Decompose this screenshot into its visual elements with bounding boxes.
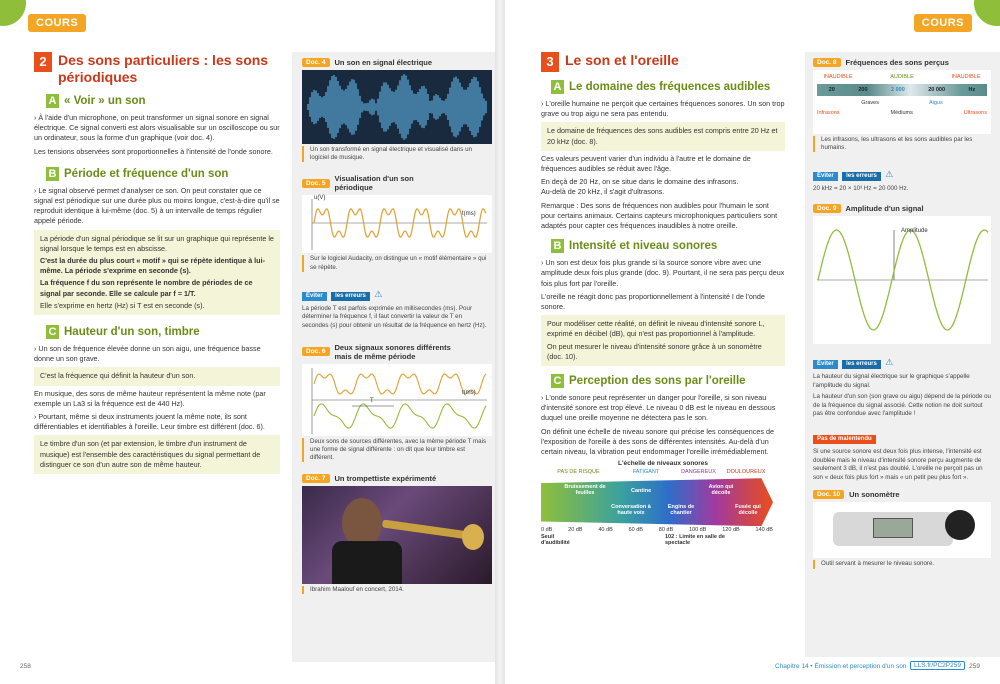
- doc-tag: Doc. 8: [813, 58, 841, 67]
- sub-title: Période et fréquence d'un son: [64, 167, 229, 180]
- paragraph: › L'onde sonore peut représenter un danger pour l'oreille, si son niveau d'intensité sonore est trop élevé. Le niveau 0 dB est le niveau en dessous duquel une oreille moyenne ne détectera pas le son.: [541, 393, 776, 423]
- section-title: Des sons particuliers : les sons périodiques: [58, 52, 269, 85]
- doc-tag: Doc. 4: [302, 58, 330, 67]
- cours-tab: COURS: [28, 14, 86, 32]
- axis-label: u(V): [314, 195, 326, 202]
- scale-label: Cantine: [631, 488, 652, 495]
- box-text: On peut mesurer le niveau d'intensité sonore grâce à un sonomètre (doc. 10).: [547, 341, 762, 361]
- doc-caption: Les infrasons, les ultrasons et les sons audibles par les humains.: [813, 136, 992, 152]
- scale-note: 102 : Limite en salle de spectacle: [665, 534, 725, 547]
- freq-band: Infrasons: [817, 110, 840, 116]
- doc-title: Un son en signal électrique: [334, 58, 433, 67]
- scale-label: Bruissement de feuilles: [564, 484, 606, 497]
- sub-letter: A: [551, 80, 564, 94]
- freq-bar: [817, 84, 987, 96]
- paragraph: En deçà de 20 Hz, on se situe dans le domaine des infrasons.: [541, 177, 739, 187]
- box-text: C'est la durée du plus court « motif » qui se répète identique à lui-même. La période s'exprime en seconde (s).: [40, 256, 265, 276]
- definition-box: [541, 315, 785, 366]
- malentendu-badge: Pas de malentendu: [813, 435, 876, 444]
- definition-box: Le timbre d'un son (et par extension, le timbre d'un instrument de musique) est l'ensemble des caractéristiques du signal permettant de distinguer ce son d'un autre son de même hauteur.: [34, 435, 280, 474]
- axis-label: t(ms): [462, 389, 476, 396]
- doc-tag: Doc. 9: [813, 204, 841, 213]
- freq-zone: INAUDIBLE: [951, 74, 981, 80]
- doc-title: Un sonomètre: [849, 490, 900, 500]
- warning-icon: ⚠: [374, 288, 383, 299]
- box-text: Elle s'exprime en hertz (Hz) si T est en seconde (s).: [40, 300, 205, 310]
- warning-icon: ⚠: [885, 169, 894, 180]
- two-signals-graph: [302, 364, 492, 436]
- book-gutter: [495, 0, 505, 684]
- paragraph: › Un son de fréquence élevée donne un son aigu, une fréquence basse donne un son grave.: [34, 344, 261, 364]
- doc-title: Deux signaux sonores différents mais de même période: [334, 342, 451, 361]
- sub-letter: B: [551, 239, 564, 253]
- freq-band: Ultrasons: [963, 110, 987, 116]
- sub-title: Perception des sons par l'oreille: [569, 375, 746, 388]
- doc-caption: Un son transformé en signal électrique et visualisé dans un logiciel de musique.: [302, 146, 487, 162]
- paragraph: Les tensions observées sont proportionnelles à l'intensité de l'onde sonore.: [34, 146, 273, 156]
- malentendu-text: Si une source sonore est deux fois plus intense, l'intensité est doublée mais le niveau d'intensité sonore perçu augmente de seulement 3 dB, il n'est pas doublé. L'oreille ne perçoit pas un son « deux fois plus fort » mais « un petit peu plus fort ».: [813, 447, 983, 481]
- scale-label: Conversation à haute voix: [611, 504, 651, 517]
- scale-title: L'échelle de niveaux sonores: [617, 460, 709, 468]
- freq-band: Médiums: [890, 110, 913, 116]
- box-text: La fréquence f du son représente le nombre de périodes de ce signal par seconde. Elle se calcule par f = 1/T.: [40, 278, 253, 298]
- scale-tick: 80 dB: [658, 527, 674, 534]
- periodic-signal-graph: [302, 195, 492, 253]
- scale-tick: 140 dB: [755, 527, 773, 534]
- definition-box: C'est la fréquence qui définit la hauteur d'un son.: [34, 367, 280, 385]
- right-page: [505, 0, 1000, 684]
- sonometer-photo: [813, 502, 991, 558]
- waveform-image: [302, 70, 492, 144]
- scale-zone: FATIGANT: [632, 469, 660, 476]
- doc-caption: Deux sons de sources différentes, avec la même période T mais une forme de signal différente : on dit que leur timbre est différent.: [302, 438, 487, 463]
- doc-title: Visualisation d'un son périodique: [334, 174, 414, 193]
- box-text: Pour modéliser cette réalité, on définit le niveau d'intensité sonore L, exprimé en décibel (dB), qui n'est pas proportionnel à l'amplitude.: [547, 319, 765, 339]
- eviter-badge: Éviter: [302, 292, 327, 301]
- amplitude-graph: [813, 216, 991, 344]
- paragraph: On définit une échelle de niveau sonore qui précise les conséquences de l'exposition de l'oreille à des sons de différentes intensités. Au-delà d'un certain niveau, la vibration peut endommager l'oreille irrémédiablement.: [541, 426, 774, 457]
- section-title: Le son et l'oreille: [565, 52, 679, 68]
- doc-title: Amplitude d'un signal: [845, 204, 924, 213]
- paragraph: Au-delà de 20 kHz, il s'agit d'ultrasons.: [541, 187, 665, 197]
- scale-tick: 60 dB: [628, 527, 643, 534]
- scale-label: Engins de chantier: [667, 504, 695, 517]
- freq-zone: AUDIBLE: [890, 74, 914, 80]
- chapter-footer: Chapitre 14 • Émission et perception d'un son: [775, 663, 907, 670]
- doc-tag: Doc. 5: [302, 179, 330, 188]
- right-main-column: [541, 52, 785, 560]
- freq-value: 200: [858, 87, 868, 93]
- left-side-column: [292, 52, 495, 662]
- paragraph: › Pourtant, même si deux instruments jouent la même note, ils sont différentiables et identifiables à l'oreille. Leur timbre est différent (doc. 6).: [34, 412, 265, 432]
- frequency-diagram: [813, 70, 991, 134]
- paragraph: › À l'aide d'un microphone, on peut transformer un signal sonore en signal électrique. Ce signal converti est alors visualisable sur un oscilloscope ou sur un ordinateur, sous la forme d'un graphique (voir doc. 4).: [34, 113, 280, 143]
- sub-letter: B: [46, 167, 59, 181]
- freq-value: 20 000: [928, 87, 946, 93]
- doc-title: Fréquences des sons perçus: [845, 58, 949, 67]
- left-page: [0, 0, 495, 684]
- freq-value: 20: [828, 87, 835, 93]
- sub-title: Intensité et niveau sonores: [569, 240, 718, 253]
- corner-decoration: [974, 0, 1000, 26]
- trumpeter-photo: [302, 486, 492, 584]
- box-text: La période d'un signal périodique se lit sur un graphique qui représente le signal lorsque le temps est en abscisse.: [40, 233, 274, 253]
- freq-aigus: Aigus: [928, 100, 943, 106]
- doc-caption: Sur le logiciel Audacity, on distingue un « motif élémentaire » qui se répète.: [302, 255, 487, 271]
- definition-box: Le domaine de fréquences des sons audibles est compris entre 20 Hz et 20 kHz (doc. 8).: [541, 122, 785, 150]
- eviter-badge: Éviter: [813, 172, 838, 181]
- doc-title: Un trompettiste expérimenté: [334, 474, 437, 484]
- sub-title: Hauteur d'un son, timbre: [64, 326, 200, 339]
- scale-label: Avion qui décolle: [708, 484, 734, 497]
- eviter-badge: les erreurs: [331, 292, 370, 301]
- scale-tick: 20 dB: [568, 527, 583, 534]
- eviter-text: La hauteur d'un son (son grave ou aigu) dépend de la période ou de la fréquence du signal associé. Cette notion ne doit surtout pas être confondue avec l'amplitude !: [813, 393, 992, 418]
- scale-tick: 120 dB: [722, 527, 740, 534]
- doc-tag: Doc. 10: [813, 490, 844, 499]
- freq-zone: INAUDIBLE: [823, 74, 853, 80]
- scale-note: Seuil d'audibilité: [541, 534, 570, 547]
- scale-zone: DOULOUREUX: [726, 469, 766, 476]
- freq-graves: Graves: [861, 100, 879, 106]
- sub-letter: C: [551, 374, 564, 388]
- scale-ticks: [541, 527, 773, 533]
- sub-title: « Voir » un son: [64, 95, 146, 107]
- section-number: 3: [541, 52, 559, 72]
- paragraph: Remarque : Des sons de fréquences non audibles pour l'humain le sont pour certains animaux. Certains capteurs microphoniques particuliers sont adaptés pour capter ces fréquences inaudibles à notre oreille.: [541, 200, 778, 231]
- doc-tag: Doc. 6: [302, 347, 330, 356]
- scale-zone: PAS DE RISQUE: [557, 469, 600, 476]
- eviter-badge: les erreurs: [842, 360, 881, 369]
- corner-decoration: [0, 0, 26, 26]
- paragraph: › Un son est deux fois plus grande si la source sonore vibre avec une amplitude deux fois plus grande (doc. 9). Pourtant, il ne sera pas perçu deux fois plus fort par l'oreille.: [541, 258, 785, 288]
- eviter-text: 20 kHz = 20 × 10³ Hz = 20 000 Hz.: [813, 185, 909, 193]
- paragraph: Ces valeurs peuvent varier d'un individu à l'autre et le domaine de fréquences audibles se réduit avec l'âge.: [541, 153, 751, 174]
- eviter-badge: Éviter: [813, 360, 838, 369]
- doc-tag: Doc. 7: [302, 474, 330, 483]
- eviter-badge: les erreurs: [842, 172, 881, 181]
- axis-label: t(ms): [462, 211, 476, 218]
- scale-zone: DANGEREUX: [681, 469, 716, 476]
- paragraph: › L'oreille humaine ne perçoit que certaines fréquences sonores. Un son trop grave ou trop aigu ne sera pas entendu.: [541, 99, 785, 119]
- scale-label: Fusée qui décolle: [735, 504, 761, 517]
- paragraph: En musique, des sons de même hauteur représentent la même note (par exemple un La3 si la fréquence est de 440 Hz).: [34, 388, 266, 408]
- paragraph: L'oreille ne réagit donc pas proportionnellement à l'intensité I de l'onde sonore.: [541, 291, 765, 312]
- sub-letter: A: [46, 94, 59, 108]
- scale-tick: 40 dB: [598, 527, 613, 534]
- doc-caption: Ibrahim Maalouf en concert, 2014.: [302, 586, 487, 594]
- amplitude-label: Amplitude: [901, 228, 928, 234]
- left-main-column: [34, 52, 280, 477]
- doc-caption: Outil servant à mesurer le niveau sonore.: [813, 560, 992, 568]
- cours-tab: COURS: [914, 14, 972, 32]
- freq-unit: Hz: [968, 87, 976, 93]
- freq-value: 2 000: [890, 87, 905, 93]
- paragraph: › Le signal observé permet d'analyser ce son. On peut constater que ce signal est périodique sur une durée plus ou moins longue, c'est-à-dire qu'il se reproduit identique à lui-même (doc. 5) à un intervalle de temps régulier appelé période.: [34, 185, 280, 226]
- eviter-text: La période T est parfois exprimée en millisecondes (ms). Pour déterminer la fréquence f, il faut convertir la valeur de T en secondes (s) pour obtenir un résultat de la fréquence en hertz (Hz).: [302, 304, 487, 329]
- sub-title: Le domaine des fréquences audibles: [569, 81, 771, 93]
- warning-icon: ⚠: [885, 357, 894, 367]
- page-number: 259: [969, 663, 980, 670]
- section-number: 2: [34, 52, 52, 72]
- scale-tick: 0 dB: [541, 527, 553, 534]
- scale-tick: 100 dB: [688, 527, 707, 534]
- lls-link[interactable]: LLS.fr/PC2P259: [910, 661, 965, 670]
- period-label: T: [370, 397, 374, 404]
- definition-box: [34, 230, 280, 315]
- right-side-column: [805, 52, 1000, 657]
- eviter-text: La hauteur du signal électrique sur le graphique s'appelle l'amplitude du signal.: [813, 373, 970, 389]
- sound-level-scale: [541, 460, 785, 560]
- page-number: 258: [20, 663, 31, 670]
- sub-letter: C: [46, 325, 59, 339]
